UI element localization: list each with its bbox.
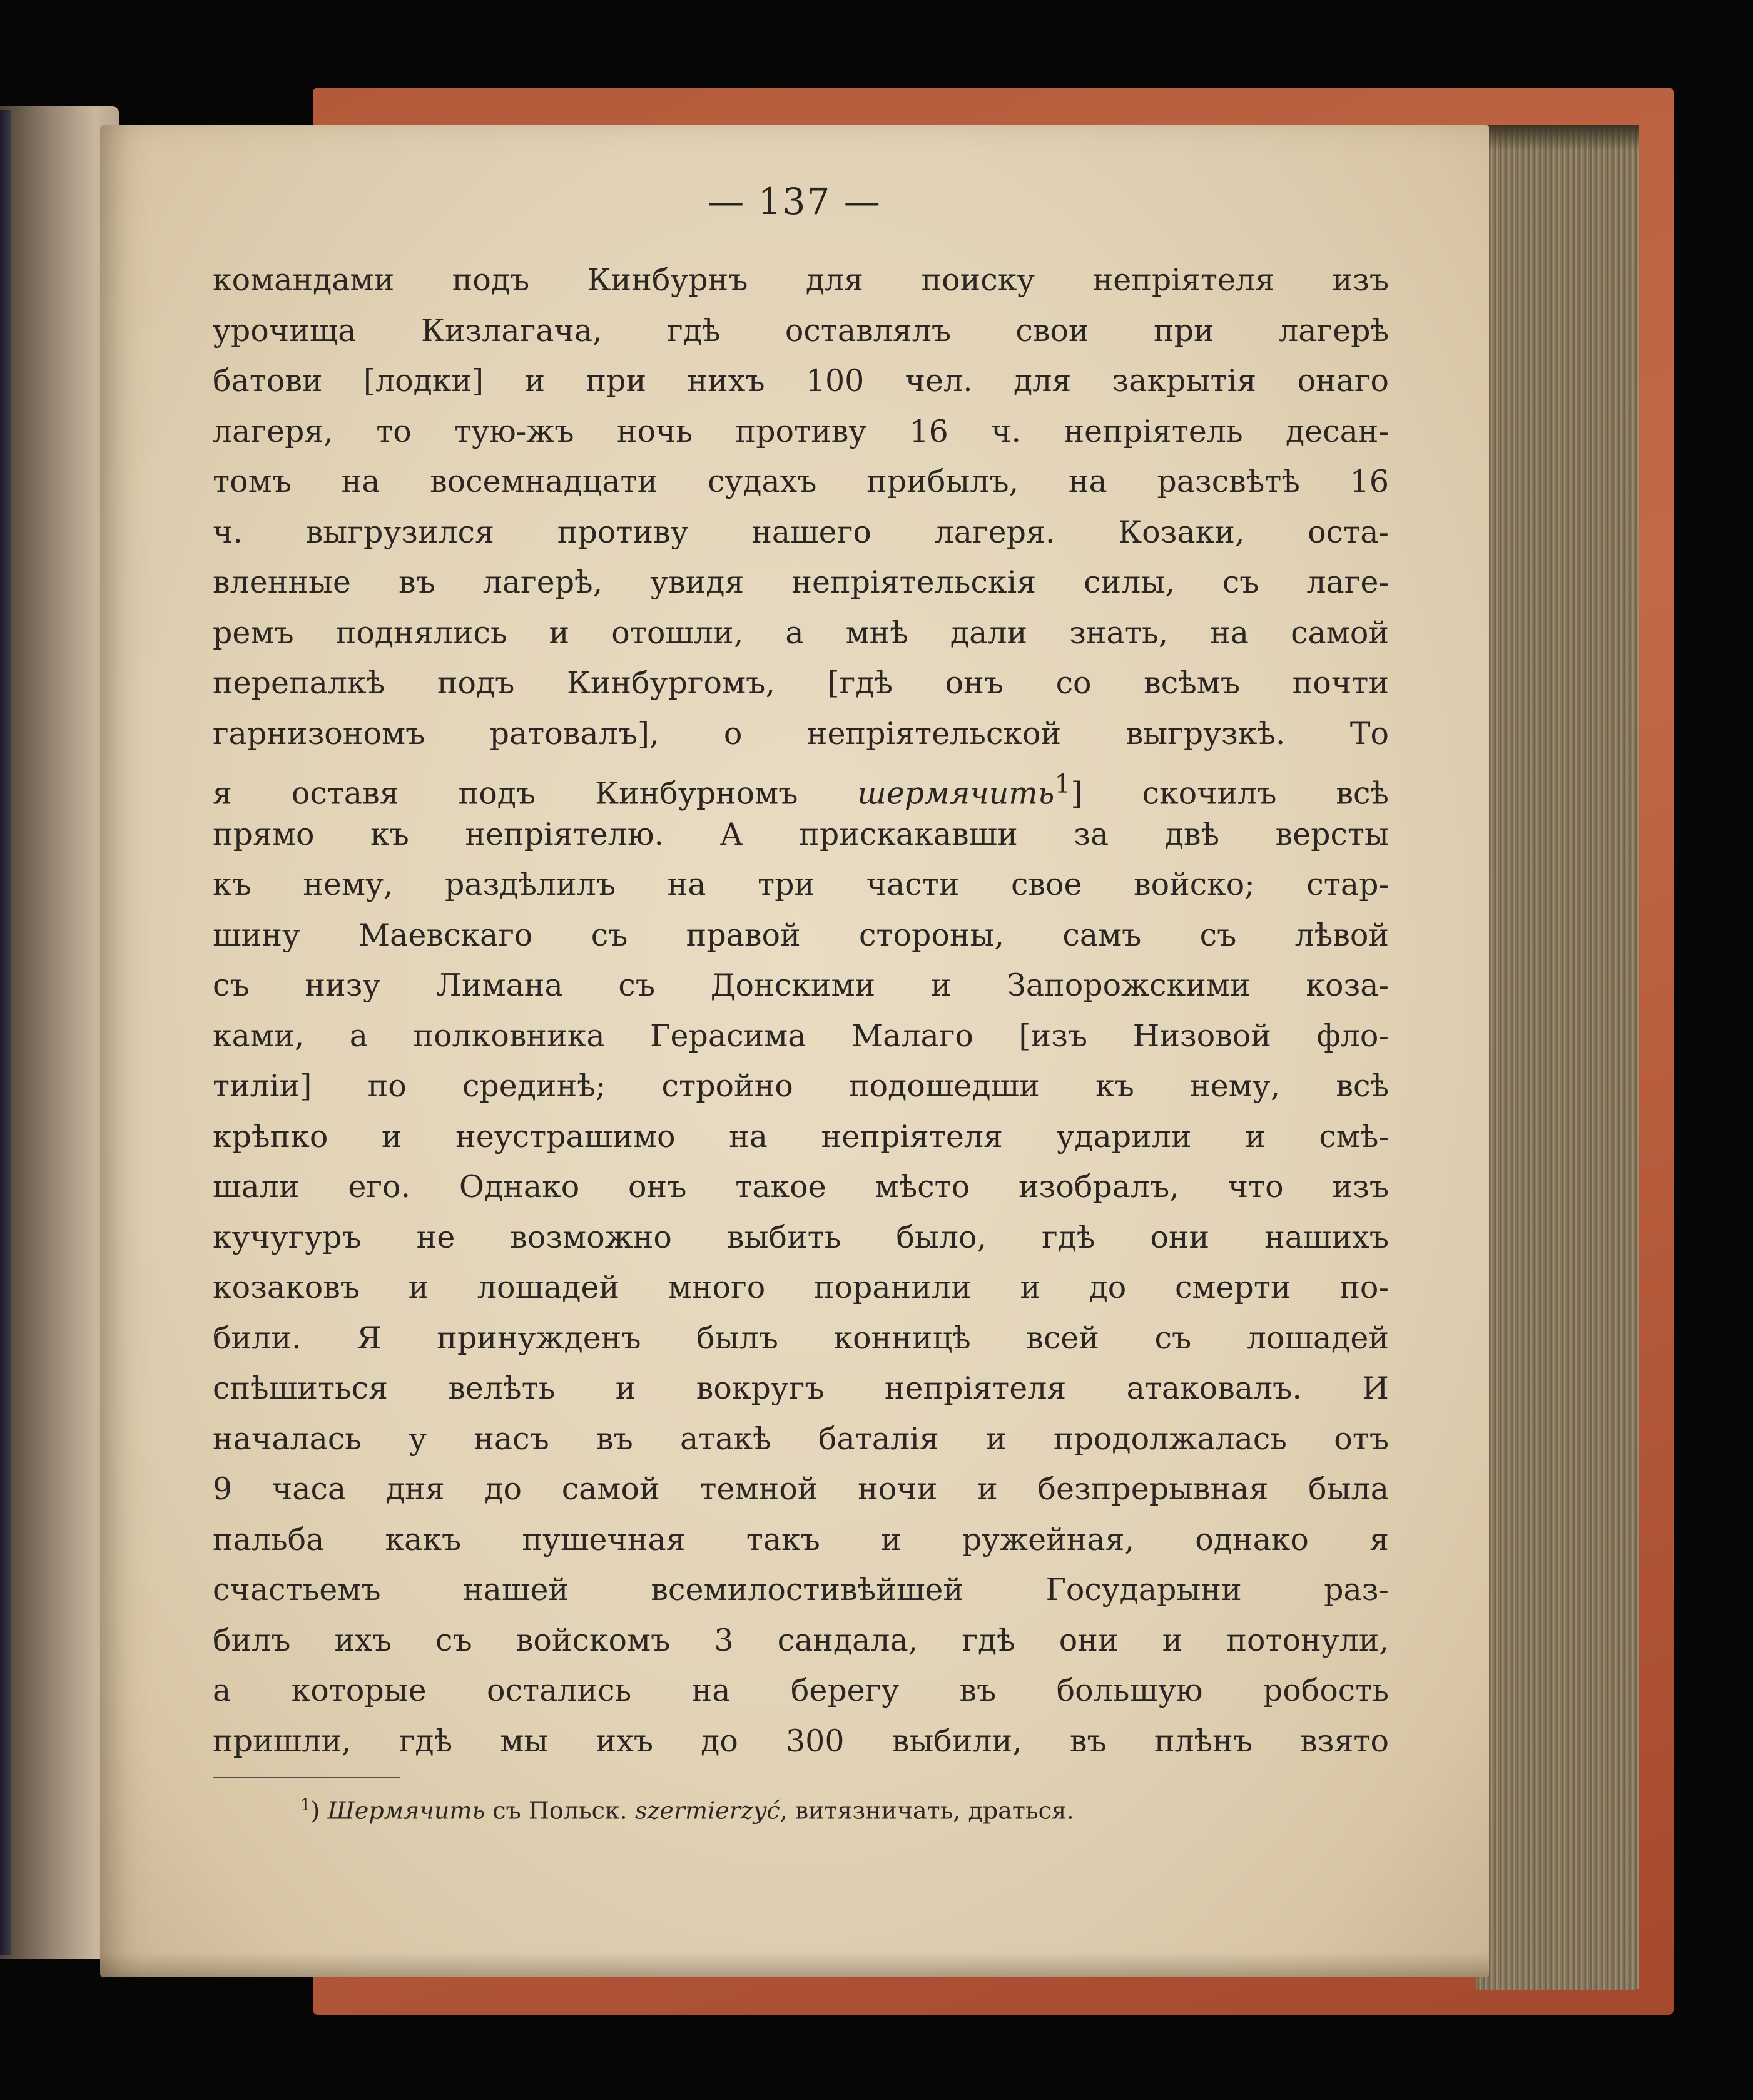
text-line: перепалкѣ подъ Кинбургомъ, [гдѣ онъ со всѣмъ почти: [213, 665, 1389, 701]
text-line: тиліи] по срединѣ; стройно подошедши къ нему, всѣ: [213, 1068, 1389, 1104]
footnote-ref: 1: [1054, 769, 1071, 799]
text-line: командами подъ Кинбурнъ для поиску непріятеля изъ: [213, 262, 1389, 298]
text-line: крѣпко и неустрашимо на непріятеля ударили и смѣ-: [213, 1118, 1389, 1154]
text-line: а которые остались на берегу въ большую робость: [213, 1673, 1389, 1708]
text-line: козаковъ и лошадей много поранили и до смерти по-: [213, 1270, 1389, 1305]
text-line: ч. выгрузился противу нашего лагеря. Козаки, оста-: [213, 514, 1389, 550]
footnote-term: Шермячить: [327, 1797, 485, 1825]
text-line: вленные въ лагерѣ, увидя непріятельскія силы, съ лаге-: [213, 564, 1389, 600]
left-binding-strip: [0, 110, 11, 1955]
page-bottom-shadow: [100, 1952, 1489, 1977]
text-line: шали его. Однако онъ такое мѣсто изобралъ, что изъ: [213, 1169, 1389, 1205]
text-line: пальба какъ пушечная такъ и ружейная, однако я: [213, 1521, 1389, 1557]
footnote-paren: ): [310, 1797, 320, 1825]
text-line-with-footnote: [213, 759, 1389, 810]
text-line: батови [лодки] и при нихъ 100 чел. для закрытія онаго: [213, 363, 1389, 399]
text-line: лагеря, то тую-жъ ночь противу 16 ч. непріятель десан-: [213, 413, 1389, 449]
text-line: пришли, гдѣ мы ихъ до 300 выбили, въ плѣнъ взято: [213, 1723, 1389, 1759]
text-line-head: я оставя подъ Кинбурномъ: [213, 775, 858, 812]
text-line: ками, а полковника Герасима Малаго [изъ Низовой фло-: [213, 1017, 1389, 1054]
text-line: началась у насъ въ атакѣ баталія и продолжалась отъ: [213, 1420, 1389, 1457]
text-line: гарнизономъ ратовалъ], о непріятельской выгрузкѣ. То: [213, 715, 1389, 752]
text-line: томъ на восемнадцати судахъ прибылъ, на разсвѣтѣ 16: [213, 464, 1389, 499]
footnote: [300, 1788, 1389, 1828]
text-line: съ низу Лимана съ Донскими и Запорожскими коза-: [213, 967, 1389, 1003]
page-edges-stack: [1476, 125, 1639, 1990]
footnote-marker: 1: [300, 1796, 311, 1815]
footnote-foreign-word: szermierzyć: [634, 1797, 780, 1825]
footnote-source: съ Польск.: [485, 1797, 635, 1825]
page-edges-shadow: [1476, 125, 1639, 150]
text-line: спѣшиться велѣть и вокругъ непріятеля атаковалъ. И: [213, 1370, 1389, 1406]
text-line: прямо къ непріятелю. А прискакавши за двѣ версты: [213, 816, 1389, 852]
text-line: счастьемъ нашей всемилостивѣйшей Государыни раз-: [213, 1572, 1389, 1608]
book-page: [100, 125, 1489, 1977]
text-line-tail: ] скочилъ всѣ: [1070, 775, 1389, 812]
footnote-gloss: , витязничать, драться.: [780, 1797, 1074, 1825]
text-line: ремъ поднялись и отошли, а мнѣ дали знать, на самой: [213, 614, 1389, 651]
text-line: шину Маевскаго съ правой стороны, самъ съ лѣвой: [213, 917, 1389, 953]
text-line: урочища Кизлагача, гдѣ оставлялъ свои при лагерѣ: [213, 312, 1389, 349]
text-line: кучугуръ не возможно выбить было, гдѣ они нашихъ: [213, 1219, 1389, 1255]
text-line: къ нему, раздѣлилъ на три части свое войско; стар-: [213, 867, 1389, 902]
italic-term: шермячить: [857, 775, 1055, 812]
footnote-divider: [213, 1777, 400, 1778]
body-text: [213, 255, 1389, 1766]
text-line: 9 часа дня до самой темной ночи и безпрерывная была: [213, 1471, 1389, 1507]
text-line: били. Я принужденъ былъ конницѣ всей съ лошадей: [213, 1320, 1389, 1356]
page-number: — 137 —: [708, 180, 882, 223]
text-line: билъ ихъ съ войскомъ 3 сандала, гдѣ они и потонули,: [213, 1622, 1389, 1658]
